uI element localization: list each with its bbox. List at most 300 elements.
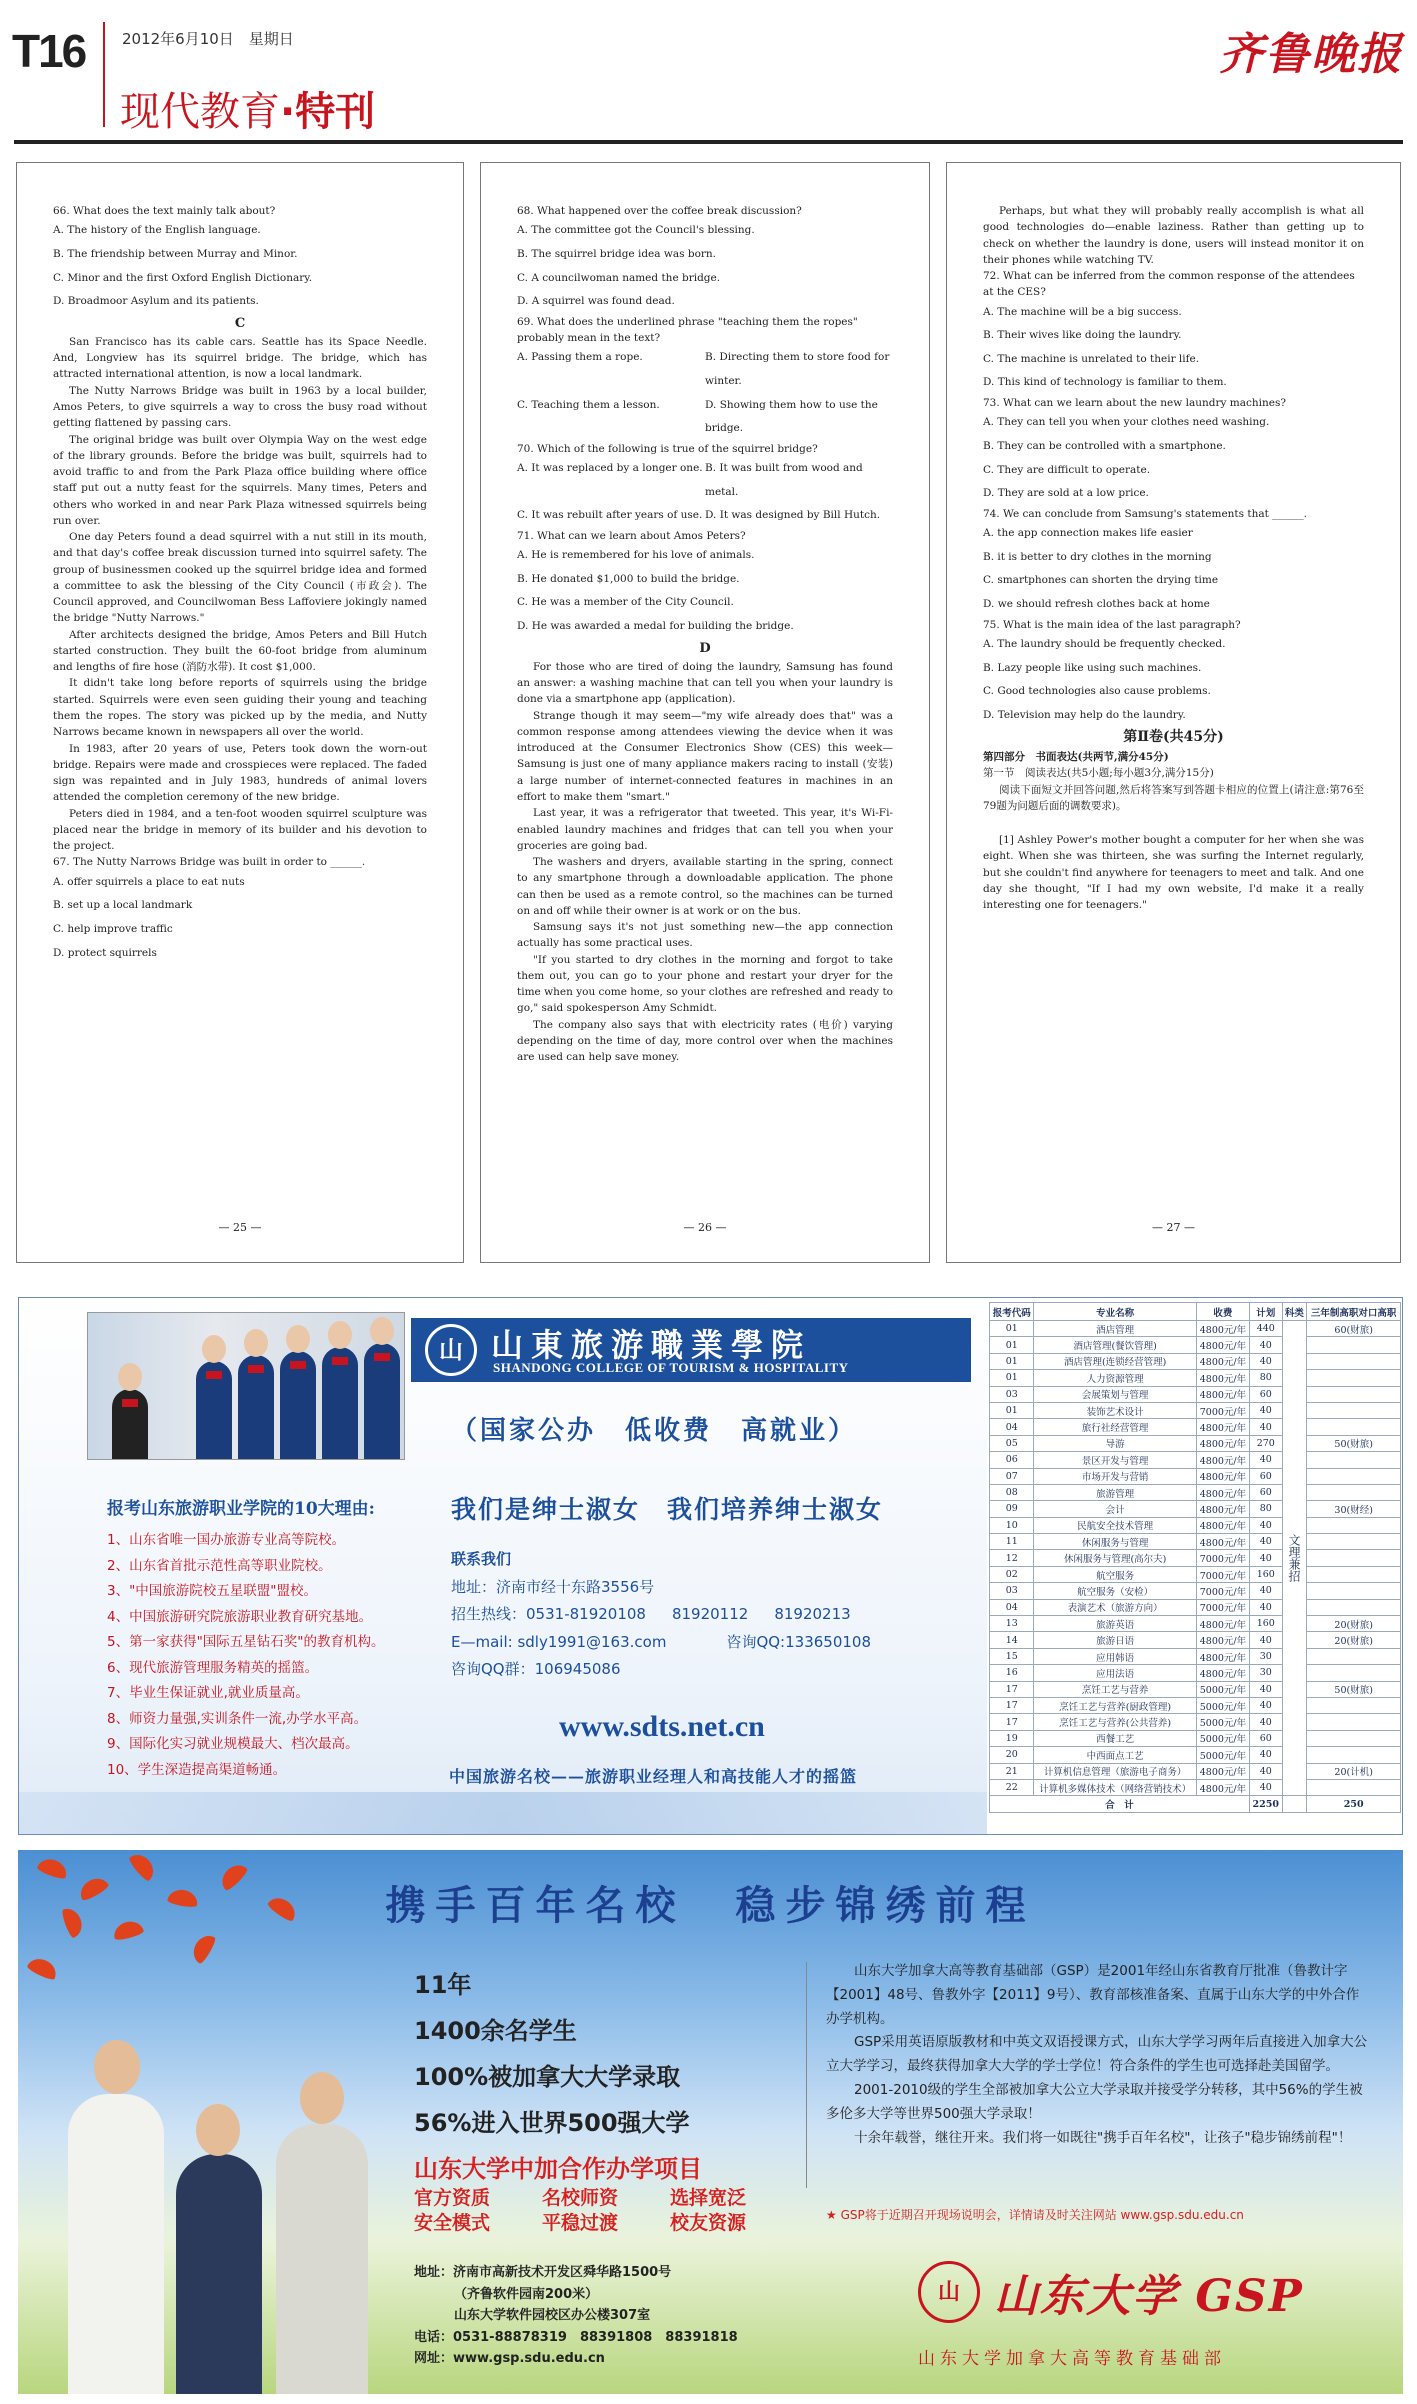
table-cell: 440: [1250, 1321, 1283, 1337]
department-name: 山东大学加拿大高等教育基础部: [918, 2349, 1226, 2369]
option: A. offer squirrels a place to eat nuts: [53, 875, 245, 888]
table-row: [990, 1484, 1401, 1500]
section-sub: 特刊: [295, 89, 376, 135]
table-cell: [1307, 1747, 1401, 1763]
option: D. They are sold at a low price.: [983, 487, 1149, 500]
q72-options: [983, 301, 1364, 396]
feature-item: 平稳过渡: [542, 2212, 619, 2234]
college-name-cn: 山東旅游職業學院: [491, 1326, 812, 1364]
table-cell: 40: [1250, 1681, 1283, 1697]
table-row: [990, 1747, 1401, 1763]
table-cell: 40: [1250, 1452, 1283, 1468]
table-row: [990, 1402, 1401, 1418]
option: B. The friendship between Murray and Minor.: [53, 247, 298, 260]
option: C. Good technologies also cause problems.: [983, 685, 1211, 698]
table-cell: [1307, 1779, 1401, 1795]
section-1-heading: 第一节 阅读表达(共5小题;每小题3分,满分15分): [983, 767, 1214, 780]
table-cell: [1307, 1550, 1401, 1566]
option: D. protect squirrels: [53, 946, 157, 959]
table-cell: 40: [1250, 1402, 1283, 1418]
table-cell: 4800元/年: [1196, 1353, 1249, 1369]
table-cell: 50(财旅): [1307, 1681, 1401, 1697]
q70-options: [517, 457, 893, 528]
table-cell: [1307, 1566, 1401, 1582]
table-row: [990, 1681, 1401, 1697]
passage-paragraph: Last year, it was a refrigerator that tweeted. This year, it's Wi-Fi-enabled laundry machines and fridges that can tell you when your groceries are going bad.: [517, 807, 893, 852]
table-cell: 烹饪工艺与营养(公共营养): [1034, 1714, 1196, 1730]
table-cell: [1307, 1386, 1401, 1402]
question-73: 73. What can we learn about the new laundry machines?: [983, 397, 1286, 410]
university-name: 山东大学 GSP: [994, 2271, 1304, 2322]
table-cell: 航空服务: [1034, 1566, 1196, 1582]
table-cell: 装饰艺术设计: [1034, 1402, 1196, 1418]
column-header: 三年制高职对口高职: [1307, 1303, 1401, 1321]
table-cell: 酒店管理(连锁经营管理): [1034, 1353, 1196, 1369]
option: B. Directing them to store food for winter.: [705, 351, 890, 387]
table-cell: 西餐工艺: [1034, 1730, 1196, 1746]
intro-paragraph: 十余年载誉，继往开来。我们将一如既往"携手百年名校"，让孩子"稳步锦绣前程"！: [854, 2129, 1352, 2146]
intro-paragraph: 山东大学加拿大高等教育基础部（GSP）是2001年经山东省教育厅批准（鲁教计字【2001】48号、鲁教外字【2011】9号）、教育部核准备案、直属于山东大学的中外合作办学机构。: [826, 1963, 1360, 2027]
passage-paragraph: Perhaps, but what they will probably really accomplish is what all good technologies do—enable laziness. Rather than getting up to check on whether the laundry is done, users will instead monitor it on their phones while watching TV.: [983, 205, 1364, 266]
table-row: [990, 1632, 1401, 1648]
majors-table: [989, 1302, 1401, 1813]
table-cell: 旅游管理: [1034, 1484, 1196, 1500]
table-cell: 20(财旅): [1307, 1616, 1401, 1632]
option: B. It was built from wood and metal.: [705, 462, 863, 498]
table-cell: 01: [990, 1337, 1034, 1353]
table-row: [990, 1550, 1401, 1566]
website-link[interactable]: www.sdts.net.cn: [559, 1710, 765, 1743]
college-tagline: 中国旅游名校——旅游职业经理人和高技能人才的摇篮: [449, 1767, 858, 1786]
table-cell: 160: [1250, 1616, 1283, 1632]
table-cell: 20: [990, 1747, 1034, 1763]
option: C. The machine is unrelated to their life.: [983, 352, 1200, 365]
table-cell: 15: [990, 1648, 1034, 1664]
table-row: [990, 1435, 1401, 1451]
table-cell: 40: [1250, 1763, 1283, 1779]
table-cell: 30: [1250, 1665, 1283, 1681]
option: D. A squirrel was found dead.: [517, 295, 675, 308]
option: C. smartphones can shorten the drying time: [983, 574, 1219, 587]
option: D. Showing them how to use the bridge.: [705, 398, 878, 435]
passage-paragraph: The company also says that with electricity rates (电价) varying depending on the time of day, more control over when the machines are used can help save money.: [517, 1018, 893, 1064]
table-cell: 4800元/年: [1196, 1501, 1249, 1517]
option: A. The laundry should be frequently checked.: [983, 637, 1226, 650]
table-cell: 17: [990, 1714, 1034, 1730]
stat-admission: 100%被加拿大大学录取: [414, 2063, 681, 2091]
table-cell: 13: [990, 1616, 1034, 1632]
newspaper-logo: 齐鲁晚报: [1219, 29, 1403, 80]
table-cell: 5000元/年: [1196, 1681, 1249, 1697]
option: B. He donated $1,000 to build the bridge.: [517, 572, 740, 585]
question-69: 69. What does the underlined phrase "teaching them the ropes" probably mean in the text?: [517, 315, 858, 345]
q73-options: [983, 411, 1364, 506]
table-cell: 60: [1250, 1468, 1283, 1484]
issue-date: 2012年6月10日 星期日: [122, 30, 294, 48]
table-cell: 景区开发与管理: [1034, 1452, 1196, 1468]
table-cell: 酒店管理(餐饮管理): [1034, 1337, 1196, 1353]
option: A. The committee got the Council's blessing.: [517, 224, 755, 237]
hotline-label: 招生热线：: [451, 1605, 527, 1623]
table-cell: 30(财经): [1307, 1501, 1401, 1517]
section-c-heading: C: [234, 315, 246, 331]
sdu-logo: [918, 2260, 1304, 2324]
option: B. The squirrel bridge idea was born.: [517, 247, 717, 260]
passage-paragraph: The Nutty Narrows Bridge was built in 1963 by a local builder, Amos Peters, to give squirrels a way to cross the busy road without getting flattened by passing cars.: [53, 384, 427, 430]
students-photo: [87, 1312, 405, 1460]
table-row: [990, 1566, 1401, 1582]
exam-page-27: [946, 162, 1401, 1263]
table-cell: 12: [990, 1550, 1034, 1566]
slogan-gentlemen: 我们是绅士淑女 我们培养绅士淑女: [451, 1495, 884, 1524]
option: A. The history of the English language.: [53, 224, 261, 237]
table-cell: [1307, 1665, 1401, 1681]
table-cell: [1307, 1730, 1401, 1746]
table-cell: 40: [1250, 1632, 1283, 1648]
table-cell: 4800元/年: [1196, 1370, 1249, 1386]
page-footer: — 27 —: [1152, 1220, 1195, 1234]
intro-paragraph: 2001-2010级的学生全部被加拿大公立大学录取并接受学分转移，其中56%的学生被多伦多大学等世界500强大学录取！: [826, 2081, 1363, 2122]
list-item: 4、中国旅游研究院旅游职业教育研究基地。: [107, 1608, 373, 1625]
passage-paragraph: Samsung says it's not just something new—the app connection actually has some practical uses.: [517, 921, 893, 950]
email: E—mail: sdly1991@163.com: [451, 1632, 667, 1651]
table-cell: 4800元/年: [1196, 1534, 1249, 1550]
table-total-row: [990, 1796, 1401, 1812]
table-cell: 4800元/年: [1196, 1665, 1249, 1681]
table-row: [990, 1321, 1401, 1337]
table-row: [990, 1697, 1401, 1713]
header-rule: [14, 140, 1403, 144]
table-cell: 2250: [1250, 1796, 1283, 1812]
table-body: [990, 1321, 1401, 1813]
stat-years: 11年: [414, 1971, 472, 1999]
table-cell: 17: [990, 1697, 1034, 1713]
table-cell: 04: [990, 1419, 1034, 1435]
feature-item: 选择宽泛: [670, 2187, 747, 2209]
table-cell: 4800元/年: [1196, 1321, 1249, 1337]
table-cell: 60: [1250, 1484, 1283, 1500]
table-cell: 20(财旅): [1307, 1632, 1401, 1648]
table-row: [990, 1648, 1401, 1664]
reasons-title: 报考山东旅游职业学院的10大理由:: [107, 1499, 375, 1519]
stats-block: [414, 1962, 702, 2192]
table-row: [990, 1599, 1401, 1615]
table-cell: 合 计: [990, 1796, 1250, 1812]
q69-options: [517, 346, 893, 441]
part-2-title: 第Ⅱ卷(共45分): [1123, 729, 1224, 746]
list-item: 1、山东省唯一国办旅游专业高等院校。: [107, 1532, 346, 1548]
table-row: [990, 1779, 1401, 1795]
table-cell: 4800元/年: [1196, 1616, 1249, 1632]
passage-paragraph: In 1983, after 20 years of use, Peters took down the worn-out bridge. Repairs were made and crosspieces were replaced. The faded sign was repainted and in July 1983, hundreds of animal lovers attended the completion ceremony of the new bridge.: [53, 742, 427, 804]
table-row: [990, 1353, 1401, 1369]
list-item: 7、毕业生保证就业,就业质量高。: [107, 1685, 309, 1701]
section-main: 现代教育: [120, 89, 280, 135]
table-cell: 4800元/年: [1196, 1517, 1249, 1533]
features-grid: [414, 2186, 798, 2236]
table-cell: 01: [990, 1353, 1034, 1369]
table-cell: 80: [1250, 1501, 1283, 1517]
table-cell: 文理兼招: [1282, 1321, 1307, 1796]
address-line: 山东大学软件园校区办公楼307室: [454, 2308, 651, 2323]
table-cell: 10: [990, 1517, 1034, 1533]
table-cell: [1307, 1484, 1401, 1500]
table-cell: 表演艺术（旅游方向）: [1034, 1599, 1196, 1615]
table-cell: 4800元/年: [1196, 1763, 1249, 1779]
table-cell: 旅游英语: [1034, 1616, 1196, 1632]
table-cell: [1307, 1714, 1401, 1730]
qq-group: 咨询QQ群：106945086: [451, 1660, 621, 1678]
question-68: 68. What happened over the coffee break discussion?: [517, 205, 802, 217]
table-cell: 5000元/年: [1196, 1714, 1249, 1730]
table-cell: 160: [1250, 1566, 1283, 1582]
table-cell: 11: [990, 1534, 1034, 1550]
table-row: [990, 1419, 1401, 1435]
table-cell: 40: [1250, 1337, 1283, 1353]
table-cell: 40: [1250, 1419, 1283, 1435]
students-illustration: [48, 2050, 378, 2394]
table-cell: 5000元/年: [1196, 1730, 1249, 1746]
table-cell: [1307, 1583, 1401, 1599]
column-header: 专业名称: [1034, 1303, 1196, 1321]
table-row: [990, 1337, 1401, 1353]
option: A. He is remembered for his love of animals.: [517, 549, 755, 562]
table-cell: 02: [990, 1566, 1034, 1582]
table-cell: 60: [1250, 1386, 1283, 1402]
qq: 咨询QQ:133650108: [726, 1632, 871, 1651]
passage-paragraph: [1] Ashley Power's mother bought a computer for her when she was eight. When she was thirteen, she was surfing the Internet regularly, but she couldn't find anywhere for teenagers to meet and talk. And one day she thought, "If I had my own website, I'd make it a really interesting one for teenagers.": [983, 834, 1364, 912]
table-row: [990, 1517, 1401, 1533]
table-cell: 09: [990, 1501, 1034, 1517]
question-74: 74. We can conclude from Samsung's statements that ______.: [983, 507, 1307, 520]
table-cell: [1307, 1337, 1401, 1353]
q71-options: [517, 544, 893, 639]
option: D. He was awarded a medal for building the bridge.: [517, 620, 794, 633]
table-cell: 01: [990, 1321, 1034, 1337]
option: A. They can tell you when your clothes need washing.: [983, 416, 1270, 429]
table-cell: [1282, 1796, 1307, 1812]
table-cell: 40: [1250, 1583, 1283, 1599]
exam-page-26: [480, 162, 930, 1263]
column-header: 收费: [1196, 1303, 1249, 1321]
college-name-en: SHANDONG COLLEGE OF TOURISM & HOSPITALITY: [493, 1360, 849, 1375]
table-cell: 4800元/年: [1196, 1419, 1249, 1435]
college-emblem-icon: 山: [425, 1324, 477, 1376]
table-cell: [1307, 1697, 1401, 1713]
option: C. He was a member of the City Council.: [517, 596, 734, 609]
table-cell: 40: [1250, 1779, 1283, 1795]
option: B. Lazy people like using such machines.: [983, 661, 1202, 674]
decorative-wave: [19, 1792, 987, 1834]
list-item: 3、"中国旅游院校五星联盟"盟校。: [107, 1583, 318, 1599]
list-item: 8、师资力量强,实训条件一流,办学水平高。: [107, 1710, 368, 1727]
table-cell: 4800元/年: [1196, 1386, 1249, 1402]
passage-paragraph: For those who are tired of doing the laundry, Samsung has found an answer: a washing machine that can tell you when your laundry is done via a smartphone app (application).: [517, 660, 893, 706]
table-cell: 04: [990, 1599, 1034, 1615]
table-cell: 01: [990, 1370, 1034, 1386]
contact-title: 联系我们: [451, 1550, 512, 1568]
table-cell: [1307, 1452, 1401, 1468]
passage-paragraph: The washers and dryers, available starting in the spring, connect to any smartphone through a downloadable application. The phone can then be used as a remote control, so the machines can be turned on and off while their owner is at work or on the bus.: [517, 856, 893, 917]
passage-paragraph: It didn't take long before reports of squirrels using the bridge started. Squirrels were even seen guiding their young and teaching them the ropes. The story was picked up by the media, and Nutty Narrows became known in newspapers all over the world.: [53, 677, 427, 739]
list-item: 2、山东省首批示范性高等职业院校。: [107, 1557, 332, 1574]
passage-paragraph: "If you started to dry clothes in the morning and forgot to take them out, you can go to your phone and restart your dryer for the time when you come home, so your clothes are refreshed and ready to go," said spokesperson Amy Schmidt.: [517, 953, 893, 1015]
table-cell: [1307, 1402, 1401, 1418]
table-cell: 人力资源管理: [1034, 1370, 1196, 1386]
table-cell: 4800元/年: [1196, 1337, 1249, 1353]
question-66: 66. What does the text mainly talk about?: [53, 205, 276, 217]
table-cell: 酒店管理: [1034, 1321, 1196, 1337]
program-name: 山东大学中加合作办学项目: [414, 2155, 702, 2183]
reasons-list: [107, 1528, 385, 1783]
option: D. Television may help do the laundry.: [983, 708, 1186, 721]
table-cell: 20(计机): [1307, 1763, 1401, 1779]
table-cell: 60: [1250, 1730, 1283, 1746]
option: A. It was replaced by a longer one.: [517, 462, 703, 475]
feature-item: 官方资质: [414, 2187, 491, 2209]
hotline-number: 81920213: [774, 1605, 851, 1623]
table-row: [990, 1616, 1401, 1632]
option: C. Teaching them a lesson.: [517, 398, 660, 411]
table-cell: 旅游日语: [1034, 1632, 1196, 1648]
option: A. Passing them a rope.: [517, 351, 643, 364]
passage-paragraph: Strange though it may seem—"my wife already does that" was a common response among attendees viewing the device when it was introduced at the Consumer Electronics Show (CES) this week—Samsung is just one of many appliance makers racing to install (安装) a large number of internet-connected features in machines in an effort to make them "smart.": [517, 709, 893, 803]
table-cell: 50(财旅): [1307, 1435, 1401, 1451]
q75-options: [983, 633, 1364, 728]
table-cell: 07: [990, 1468, 1034, 1484]
table-cell: [1307, 1468, 1401, 1484]
section-dot: ·: [280, 89, 296, 135]
passage-paragraph: San Francisco has its cable cars. Seattle has its Space Needle. And, Longview has its squirrel bridge. The bridge, which has attracted international attention, is now a local landmark.: [53, 335, 427, 381]
table-cell: [1307, 1517, 1401, 1533]
option: B. it is better to dry clothes in the morning: [983, 550, 1212, 563]
address-block: [414, 2262, 738, 2370]
table-row: [990, 1501, 1401, 1517]
list-item: 9、国际化实习就业规模最大、档次最高。: [107, 1736, 359, 1752]
table-cell: 计算机多媒体技术（网络营销技术）: [1034, 1779, 1196, 1795]
part-4-heading: 第四部分 书面表达(共两节,满分45分): [983, 751, 1169, 764]
table-cell: 民航安全技术管理: [1034, 1517, 1196, 1533]
address: 地址：济南市经十东路3556号: [451, 1577, 655, 1596]
option: B. Their wives like doing the laundry.: [983, 329, 1182, 342]
page-footer: — 25 —: [218, 1220, 262, 1234]
sdu-gsp-ad: [18, 1850, 1403, 2394]
passage-paragraph: One day Peters found a dead squirrel with a nut still in its mouth, and that day's coffee break discussion turned into squirrel safety. The group of businessmen cooked up the squirrel bridge idea and formed a committee to ask the blessing of the City Council (市政会). The Council approved, and Councilwoman Bess Laffoviere jokingly named the bridge "Nutty Narrows.": [53, 531, 427, 625]
table-cell: 21: [990, 1763, 1034, 1779]
table-cell: 应用韩语: [1034, 1648, 1196, 1664]
table-cell: 05: [990, 1435, 1034, 1451]
table-row: [990, 1468, 1401, 1484]
info-session-notice: ★ GSP将于近期召开现场说明会，详情请及时关注网站 www.gsp.sdu.edu.cn: [826, 2208, 1244, 2222]
page-number: T16: [12, 25, 86, 77]
ad-headline: 携手百年名校 稳步锦绣前程: [385, 1882, 1036, 1929]
table-cell: 80: [1250, 1370, 1283, 1386]
table-cell: [1307, 1534, 1401, 1550]
table-cell: [1307, 1353, 1401, 1369]
table-cell: 03: [990, 1386, 1034, 1402]
table-cell: 5000元/年: [1196, 1697, 1249, 1713]
table-cell: 270: [1250, 1435, 1283, 1451]
passage-paragraph: The original bridge was built over Olympia Way on the west edge of the library grounds. Before the bridge was built, squirrels had to avoid traffic to and from the Park Plaza office building where office staff put out a nutty feast for the squirrels. Many times, Peters and others who worked in and near Park Plaza witnessed squirrels being run over.: [53, 433, 427, 527]
option: D. we should refresh clothes back at home: [983, 598, 1210, 610]
table-cell: 40: [1250, 1747, 1283, 1763]
option: B. set up a local landmark: [53, 899, 193, 912]
list-item: 10、学生深造提高渠道畅通。: [107, 1761, 287, 1778]
table-cell: 5000元/年: [1196, 1747, 1249, 1763]
table-cell: 40: [1250, 1714, 1283, 1730]
ad-main-panel: [19, 1298, 987, 1834]
hotline-number: 0531-81920108: [526, 1605, 646, 1623]
table-header-row: [990, 1303, 1401, 1321]
slogan-public: （国家公办 低收费 高就业）: [451, 1416, 858, 1446]
phone: 电话：0531-88878319 88391808 88391818: [414, 2329, 738, 2345]
table-cell: 40: [1250, 1353, 1283, 1369]
option: C. They are difficult to operate.: [983, 463, 1151, 476]
table-cell: 40: [1250, 1550, 1283, 1566]
q68-options: [517, 219, 893, 314]
exam-page-25: [16, 162, 464, 1263]
table-cell: 40: [1250, 1599, 1283, 1615]
website-link[interactable]: 网址：www.gsp.sdu.edu.cn: [414, 2351, 605, 2366]
table-row: [990, 1714, 1401, 1730]
table-cell: 40: [1250, 1517, 1283, 1533]
table-cell: 60(财旅): [1307, 1321, 1401, 1337]
table-cell: 会展策划与管理: [1034, 1386, 1196, 1402]
option: D. It was designed by Bill Hutch.: [705, 509, 881, 522]
table-cell: 22: [990, 1779, 1034, 1795]
list-item: 6、现代旅游管理服务精英的摇篮。: [107, 1659, 319, 1676]
table-cell: 计算机信息管理（旅游电子商务）: [1034, 1763, 1196, 1779]
q66-options: [53, 219, 427, 314]
tourism-college-ad: [18, 1297, 1403, 1835]
option: A. The machine will be a big success.: [983, 305, 1182, 318]
table-row: [990, 1730, 1401, 1746]
table-cell: 4800元/年: [1196, 1468, 1249, 1484]
university-seal-icon: 山: [918, 2261, 980, 2323]
table-cell: 01: [990, 1402, 1034, 1418]
table-cell: 40: [1250, 1697, 1283, 1713]
option: B. They can be controlled with a smartphone.: [983, 439, 1226, 452]
table-cell: [1307, 1599, 1401, 1615]
page-footer: — 26 —: [683, 1220, 727, 1234]
table-cell: [1307, 1370, 1401, 1386]
table-cell: 7000元/年: [1196, 1583, 1249, 1599]
section-d-heading: D: [699, 640, 711, 656]
column-header: 科类: [1282, 1303, 1307, 1321]
table-cell: 08: [990, 1484, 1034, 1500]
intro-text: [826, 1960, 1372, 2150]
table-cell: 市场开发与营销: [1034, 1468, 1196, 1484]
table-cell: 休闲服务与管理: [1034, 1534, 1196, 1550]
table-cell: 250: [1307, 1796, 1401, 1812]
table-cell: 应用法语: [1034, 1665, 1196, 1681]
question-72: 72. What can be inferred from the common response of the attendees at the CES?: [983, 270, 1355, 299]
stat-students: 1400余名学生: [414, 2017, 577, 2045]
option: C. Minor and the first Oxford English Dictionary.: [53, 271, 313, 284]
table-cell: 旅行社经营管理: [1034, 1419, 1196, 1435]
header-divider: [103, 22, 105, 127]
table-row: [990, 1386, 1401, 1402]
option: C. A councilwoman named the bridge.: [517, 271, 721, 284]
table-cell: 14: [990, 1632, 1034, 1648]
table-cell: 4800元/年: [1196, 1435, 1249, 1451]
option: C. It was rebuilt after years of use.: [517, 509, 703, 522]
email-row: [451, 1629, 971, 1657]
column-divider: [806, 1962, 807, 2188]
table-cell: 7000元/年: [1196, 1550, 1249, 1566]
table-cell: 40: [1250, 1534, 1283, 1550]
table-cell: 4800元/年: [1196, 1779, 1249, 1795]
